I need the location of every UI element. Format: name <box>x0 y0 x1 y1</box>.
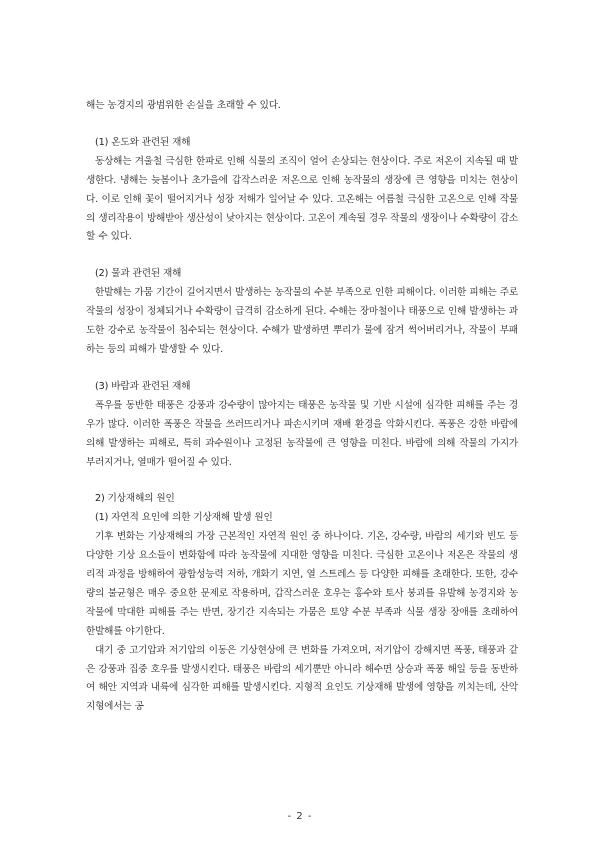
spacer <box>86 247 518 265</box>
spacer <box>86 472 518 490</box>
causes-heading: 2) 기상재해의 원인 <box>95 493 175 505</box>
intro-line: 해는 농경지의 광범위한 손실을 초래할 수 있다. <box>86 100 281 111</box>
section-heading-water: (2) 물과 관련된 재해 <box>95 268 182 280</box>
section-body-temperature: 동상해는 겨울철 극심한 한파로 인해 식물의 조직이 얼어 손상되는 현상이다. 주로 저온이 지속될 때 발생한다. 냉해는 늦봄이나 초가을에 갑작스러운 저온으로 인해 농작물의 생장에 큰 영향을 미치는 현상이다. 이로 인해 꽃이 떨어지거나 성장 저해가 일어날 수 있다. 고온해는 여름철 극심한 고온으로 인해 작물의 생리작용이 방해받아 생산성이 낮아지는 현상이다. 고온이 계속될 경우 작물의 생장이나 수확량이 감소할 수 있다. <box>86 155 518 243</box>
causes-subheading: (1) 자연적 요인에 의한 기상재해 발생 원인 <box>95 512 273 524</box>
spacer <box>86 360 518 378</box>
document-page <box>86 97 518 717</box>
causes-paragraph-climate: 기후 변화는 기상재해의 가장 근본적인 자연적 원인 중 하나이다. 기온, 강수량, 바람의 세기와 빈도 등 다양한 기상 요소들이 변화함에 따라 농작물에 지대한 영향을 미친다. 극심한 고온이나 저온은 작물의 생리적 과정을 방해하여 광합성능력 저하, 개화기 지연, 열 스트레스 등 다양한 피해를 초래한다. 또한, 강수량의 불균형은 매우 중요한 문제로 작용하며, 갑작스러운 호우는 홍수와 토사 붕괴를 유발해 농경지와 농작물에 막대한 피해를 주는 반면, 장기간 지속되는 가뭄은 토양 수분 부족과 식물 생장 장애를 초래하여 한발해를 야기한다. <box>86 531 518 637</box>
section-heading-temperature: (1) 온도와 관련된 재해 <box>95 136 191 148</box>
section-body-water: 한발해는 가뭄 기간이 길어지면서 발생하는 농작물의 수분 부족으로 인한 피해이다. 이러한 피해는 주로 작물의 성장이 정체되거나 수확량이 급격히 감소하게 된다. 수해는 장마철이나 태풍으로 인해 발생하는 과도한 강수로 농작물이 침수되는 현상이다. 수해가 발생하면 뿌리가 물에 잠겨 썩어버리거나, 작물이 부패하는 등의 피해가 발생할 수 있다. <box>86 287 518 355</box>
section-heading-wind: (3) 바람과 관련된 재해 <box>95 380 191 392</box>
spacer <box>86 116 518 134</box>
page-number: - 2 - <box>287 811 313 822</box>
section-body-wind: 폭우를 동반한 태풍은 강풍과 강수량이 많아지는 태풍은 농작물 및 기반 시설에 심각한 피해를 주는 경우가 많다. 이러한 폭풍은 작물을 쓰러뜨리거나 파손시키며 재배 환경을 악화시킨다. 폭풍은 강한 바람에 의해 발생하는 피해로, 특히 과수원이나 고정된 농작물에 큰 영향을 미친다. 바람에 의해 작물의 가지가 부러지거나, 열매가 떨어질 수 있다. <box>86 399 518 468</box>
causes-paragraph-pressure: 대기 중 고기압과 저기압의 이동은 기상현상에 큰 변화를 가져오며, 저기압이 강해지면 폭풍, 태풍과 같은 강풍과 집중 호우를 발생시킨다. 태풍은 바람의 세기뿐만 아니라 해수면 상승과 폭풍 해일 등을 동반하여 해안 지역과 내륙에 심각한 피해를 발생시킨다. 지형적 요인도 기상재해 발생에 영향을 끼치는데, 산악 지형에서는 공 <box>86 644 518 713</box>
